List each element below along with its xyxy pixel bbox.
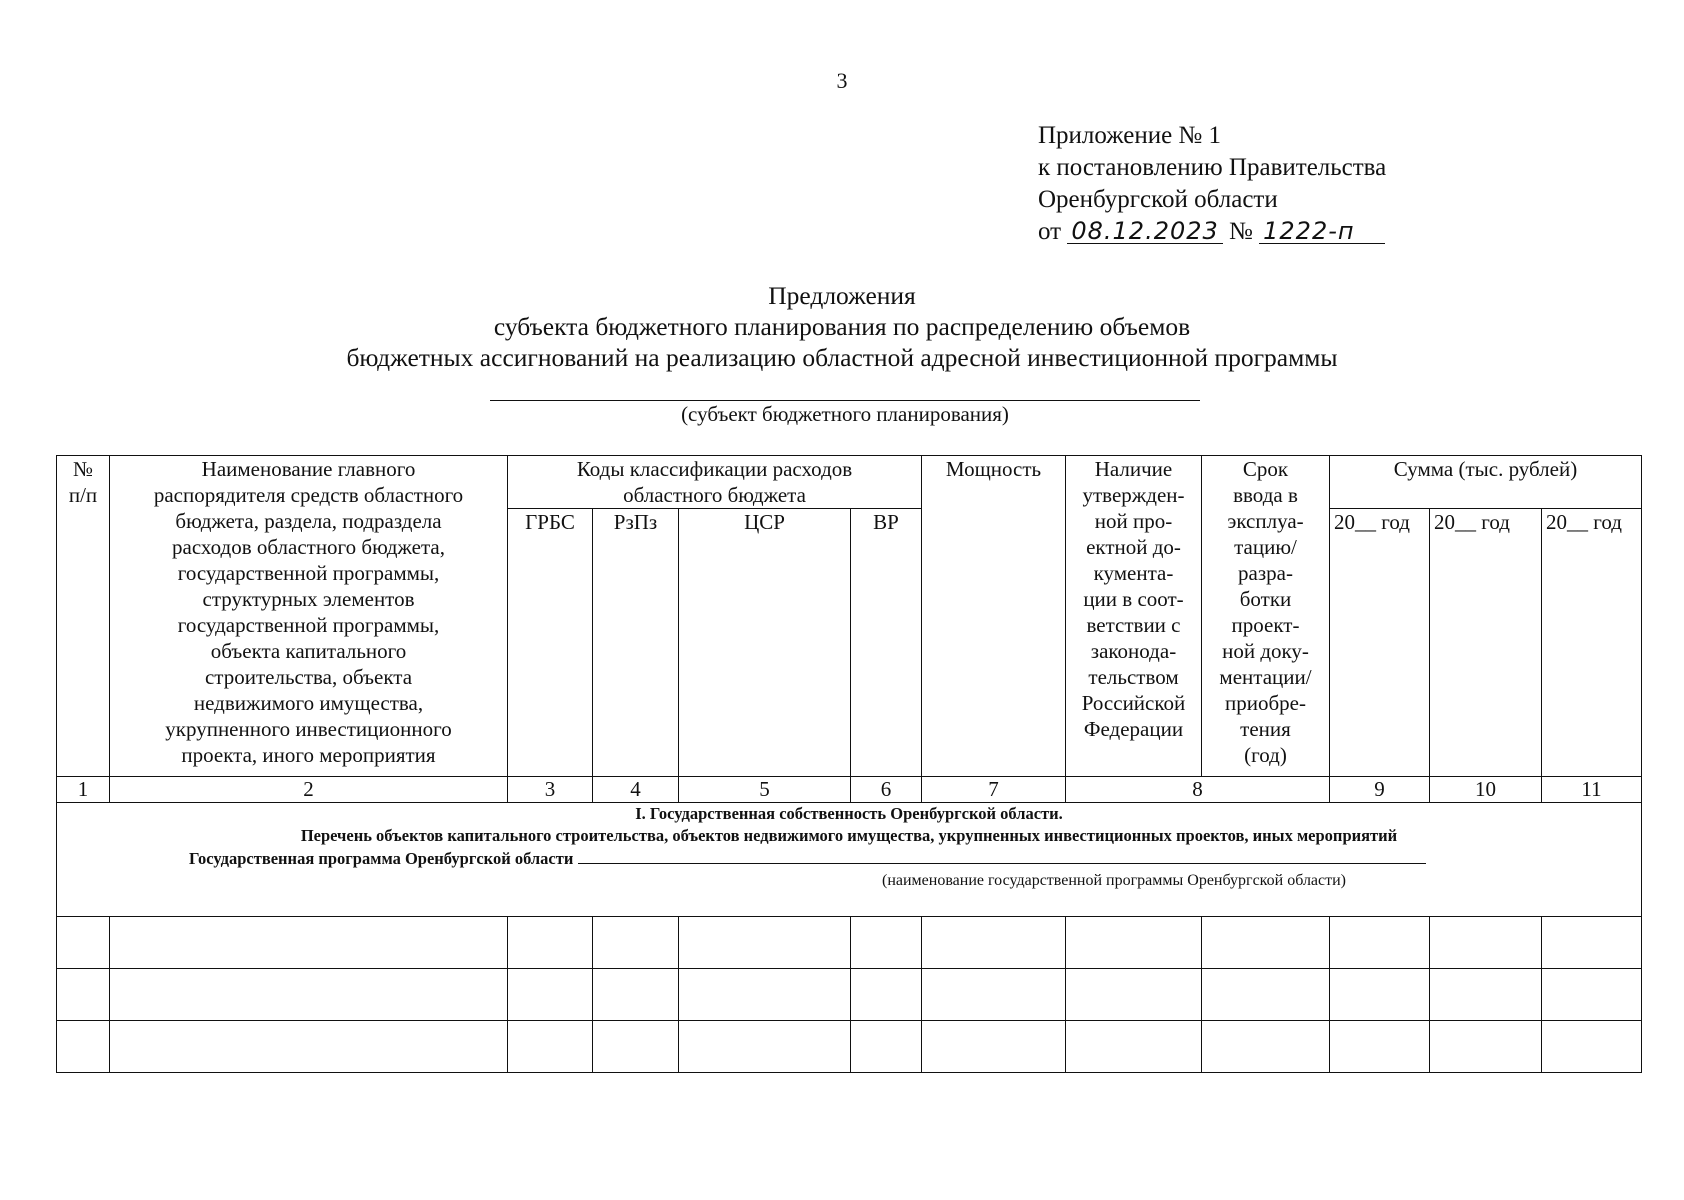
header-text-line: разра- — [1238, 561, 1293, 585]
appendix-block — [1038, 120, 1386, 248]
col-num-7: 7 — [922, 777, 1066, 803]
table-cell — [922, 1021, 1066, 1073]
header-text-line: утвержден- — [1082, 483, 1185, 507]
table-cell — [593, 1021, 679, 1073]
col-num-5: 5 — [679, 777, 851, 803]
header-text-line: ботки — [1239, 587, 1292, 611]
header-text-line: объекта капитального — [210, 639, 407, 663]
header-text-line: проект- — [1231, 613, 1300, 637]
col-num-6: 6 — [851, 777, 922, 803]
header-capacity: Мощность — [922, 456, 1066, 509]
program-name-fill-line — [578, 847, 1426, 864]
table-cell — [508, 969, 593, 1021]
header-name — [110, 456, 508, 777]
header-sum: Сумма (тыс. рублей) — [1330, 456, 1642, 509]
table-cell — [593, 917, 679, 969]
column-numbers-row — [57, 777, 1642, 803]
table-cell — [1430, 1021, 1542, 1073]
section-caption: (наименование государственной программы Оренбургской области) — [881, 872, 1347, 889]
table-cell — [1202, 917, 1330, 969]
header-text-line: ции в соот- — [1083, 587, 1184, 611]
title-line-2: субъекта бюджетного планирования по распределению объемов — [493, 312, 1191, 341]
header-year-2: 20__ год — [1430, 509, 1542, 777]
section-header — [57, 803, 1642, 917]
header-text-line: расходов областного бюджета, — [172, 535, 445, 559]
table-cell — [508, 917, 593, 969]
table-cell — [922, 917, 1066, 969]
number-label: № — [1229, 218, 1253, 245]
appendix-line-2: к постановлению Правительства — [1038, 154, 1387, 181]
header-codes — [508, 456, 922, 509]
table-cell — [679, 969, 851, 1021]
table-cell — [57, 969, 110, 1021]
table-cell — [508, 1021, 593, 1073]
col-num-3: 3 — [508, 777, 593, 803]
header-text-line: тельством — [1088, 665, 1179, 689]
proposals-table — [56, 455, 1642, 1073]
table-cell — [679, 917, 851, 969]
table-cell — [1430, 969, 1542, 1021]
section-line-2: Перечень объектов капитального строительства, объектов недвижимого имущества, укрупненных инвестиционных проектов, иных мероприятий — [300, 826, 1398, 845]
title-line-1: Предложения — [768, 281, 916, 310]
col-num-4: 4 — [593, 777, 679, 803]
table-cell — [851, 917, 922, 969]
appendix-date-line — [1038, 216, 1386, 248]
header-vr: ВР — [851, 509, 922, 777]
header-text-line: ввода в — [1233, 483, 1298, 507]
header-year-3: 20__ год — [1542, 509, 1642, 777]
col-num-11: 11 — [1542, 777, 1642, 803]
header-text-line: недвижимого имущества, — [193, 691, 424, 715]
table-cell — [1542, 969, 1642, 1021]
header-text-line: эксплуа- — [1227, 509, 1304, 533]
header-text-line: кумента- — [1093, 561, 1174, 585]
table-row — [57, 969, 1642, 1021]
header-text-line: ветствии с — [1086, 613, 1181, 637]
header-term — [1202, 456, 1330, 777]
header-text-line: Российской — [1081, 691, 1186, 715]
page-number: 3 — [836, 68, 848, 93]
header-no: № п/п — [57, 456, 110, 777]
header-text-line: распорядителя средств областного — [153, 483, 464, 507]
table-cell — [110, 969, 508, 1021]
subject-fill-line — [490, 400, 1200, 401]
header-text-line: Срок — [1242, 457, 1289, 481]
col-num-2: 2 — [110, 777, 508, 803]
table-cell — [1430, 917, 1542, 969]
header-capacity-blank — [922, 509, 1066, 777]
section-row — [57, 803, 1642, 917]
header-rzpz: РзПз — [593, 509, 679, 777]
table-cell — [57, 917, 110, 969]
table-cell — [593, 969, 679, 1021]
table-cell — [1542, 917, 1642, 969]
header-text-line: укрупненного инвестиционного — [165, 717, 452, 741]
table-cell — [851, 969, 922, 1021]
col-num-9: 9 — [1330, 777, 1430, 803]
header-text-line: Наличие — [1094, 457, 1173, 481]
header-text-line: Коды классификации расходов — [576, 457, 853, 481]
col-num-1: 1 — [57, 777, 110, 803]
table-cell — [1066, 917, 1202, 969]
table-cell — [1066, 969, 1202, 1021]
section-line-1: I. Государственная собственность Оренбургской области. — [635, 804, 1063, 823]
appendix-line-1: Приложение № 1 — [1038, 122, 1222, 149]
header-text-line: Наименование главного — [201, 457, 416, 481]
header-text-line: законода- — [1090, 639, 1177, 663]
table-row — [57, 1021, 1642, 1073]
handwritten-date: 08.12.2023 — [1067, 219, 1222, 244]
header-text-line: областного бюджета — [623, 483, 806, 507]
table-cell — [1066, 1021, 1202, 1073]
header-text-line: бюджета, раздела, подраздела — [175, 509, 442, 533]
table-cell — [679, 1021, 851, 1073]
title-line-3: бюджетных ассигнований на реализацию областной адресной инвестиционной программы — [346, 343, 1338, 372]
header-csr: ЦСР — [679, 509, 851, 777]
header-text-line: ной про- — [1094, 509, 1173, 533]
from-label: от — [1038, 218, 1062, 245]
handwritten-number: 1222-п — [1259, 219, 1384, 244]
header-text-line: ментации/ — [1219, 665, 1312, 689]
table-cell — [57, 1021, 110, 1073]
header-text-line: структурных элементов — [202, 587, 415, 611]
header-text-line: ектной до- — [1086, 535, 1181, 559]
document-title — [0, 280, 1684, 373]
header-year-1: 20__ год — [1330, 509, 1430, 777]
col-num-8: 8 — [1066, 777, 1330, 803]
header-text-line: строительства, объекта — [204, 665, 413, 689]
header-text-line: ной доку- — [1222, 639, 1309, 663]
col-num-10: 10 — [1430, 777, 1542, 803]
header-text-line: тацию/ — [1234, 535, 1297, 559]
header-text-line: (год) — [1244, 743, 1287, 767]
table-cell — [1202, 969, 1330, 1021]
appendix-line-3: Оренбургской области — [1038, 186, 1278, 213]
header-text-line: проекта, иного мероприятия — [181, 743, 436, 767]
table-cell — [110, 1021, 508, 1073]
subject-caption: (субъект бюджетного планирования) — [681, 402, 1009, 426]
header-text-line: государственной программы, — [177, 561, 440, 585]
table-cell — [110, 917, 508, 969]
header-docs — [1066, 456, 1202, 777]
header-grbs: ГРБС — [508, 509, 593, 777]
header-text-line: государственной программы, — [177, 613, 440, 637]
table-cell — [1202, 1021, 1330, 1073]
table-cell — [922, 969, 1066, 1021]
table-cell — [1330, 969, 1430, 1021]
header-text-line: тения — [1240, 717, 1291, 741]
table-row — [57, 917, 1642, 969]
table-cell — [1542, 1021, 1642, 1073]
table-cell — [1330, 1021, 1430, 1073]
table-cell — [851, 1021, 922, 1073]
header-text-line: Федерации — [1083, 717, 1184, 741]
header-text-line: приобре- — [1225, 691, 1306, 715]
table-cell — [1330, 917, 1430, 969]
section-line-3: Государственная программа Оренбургской области — [57, 847, 1641, 870]
